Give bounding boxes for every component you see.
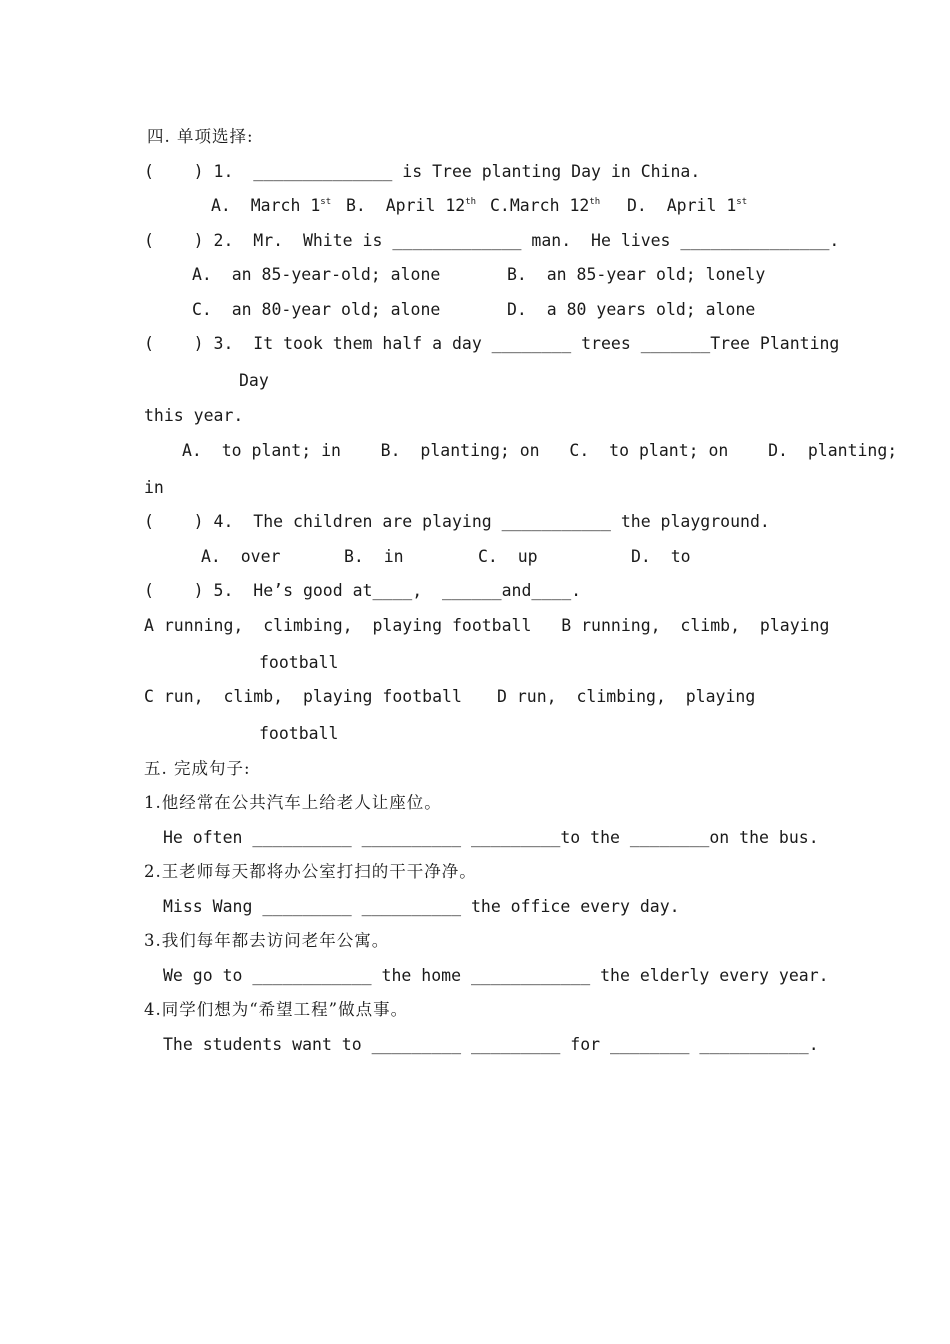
q5-option-b-wrap: football	[259, 653, 339, 672]
q2-option-d: D. a 80 years old; alone	[507, 300, 756, 319]
sentence1-chinese: 1.他经常在公共汽车上给老人让座位。	[144, 793, 442, 812]
q1-option-c: C.March 12th	[490, 196, 601, 215]
q4-option-d: D. to	[631, 547, 691, 566]
q5-stem: ( ) 5. He’s good at____, ______and____.	[144, 581, 582, 600]
q3-options: A. to plant; in B. planting; on C. to plant; on D. planting;	[182, 441, 898, 460]
q4-option-c: C. up	[478, 547, 538, 566]
q2-option-b: B. an 85-year old; lonely	[507, 265, 766, 284]
q3-options-wrap: in	[144, 478, 164, 497]
q5-options-ab: A running, climbing, playing football B running, climb, playing	[144, 616, 830, 635]
q5-option-c: C run, climb, playing football	[144, 687, 462, 706]
q1-option-b: B. April 12th	[346, 196, 477, 215]
q3-stem-wrap: Day	[239, 371, 269, 390]
q4-stem: ( ) 4. The children are playing ___________ the playground.	[144, 512, 770, 531]
sentence2-english: Miss Wang _________ __________ the office every day.	[163, 897, 680, 916]
q3-stem: ( ) 3. It took them half a day ________ trees _______Tree Planting	[144, 334, 840, 353]
sentence1-english: He often __________ __________ _________to the ________on the bus.	[163, 828, 819, 847]
sentence4-english: The students want to _________ _________ for ________ ___________.	[163, 1035, 819, 1054]
q2-option-a: A. an 85-year-old; alone	[192, 265, 441, 284]
q4-option-a: A. over	[201, 547, 281, 566]
sentence2-chinese: 2.王老师每天都将办公室打扫的干干净净。	[144, 862, 477, 881]
q2-stem: ( ) 2. Mr. White is _____________ man. He lives _______________.	[144, 231, 840, 250]
q1-option-a: A. March 1st	[211, 196, 332, 215]
q1-stem: ( ) 1. ______________ is Tree planting Day in China.	[144, 162, 701, 181]
q5-option-d-wrap: football	[259, 724, 339, 743]
sentence4-chinese: 4.同学们想为“希望工程”做点事。	[144, 1000, 409, 1019]
sentence3-chinese: 3.我们每年都去访问老年公寓。	[144, 931, 390, 950]
q5-option-d: D run, climbing, playing	[497, 687, 756, 706]
section5-heading: 五. 完成句子:	[144, 759, 251, 778]
q1-option-d: D. April 1st	[627, 196, 748, 215]
q2-option-c: C. an 80-year old; alone	[192, 300, 441, 319]
q3-stem-continuation: this year.	[144, 406, 244, 425]
q4-option-b: B. in	[344, 547, 404, 566]
section4-heading: 四. 单项选择:	[147, 127, 254, 146]
sentence3-english: We go to ____________ the home ____________ the elderly every year.	[163, 966, 829, 985]
